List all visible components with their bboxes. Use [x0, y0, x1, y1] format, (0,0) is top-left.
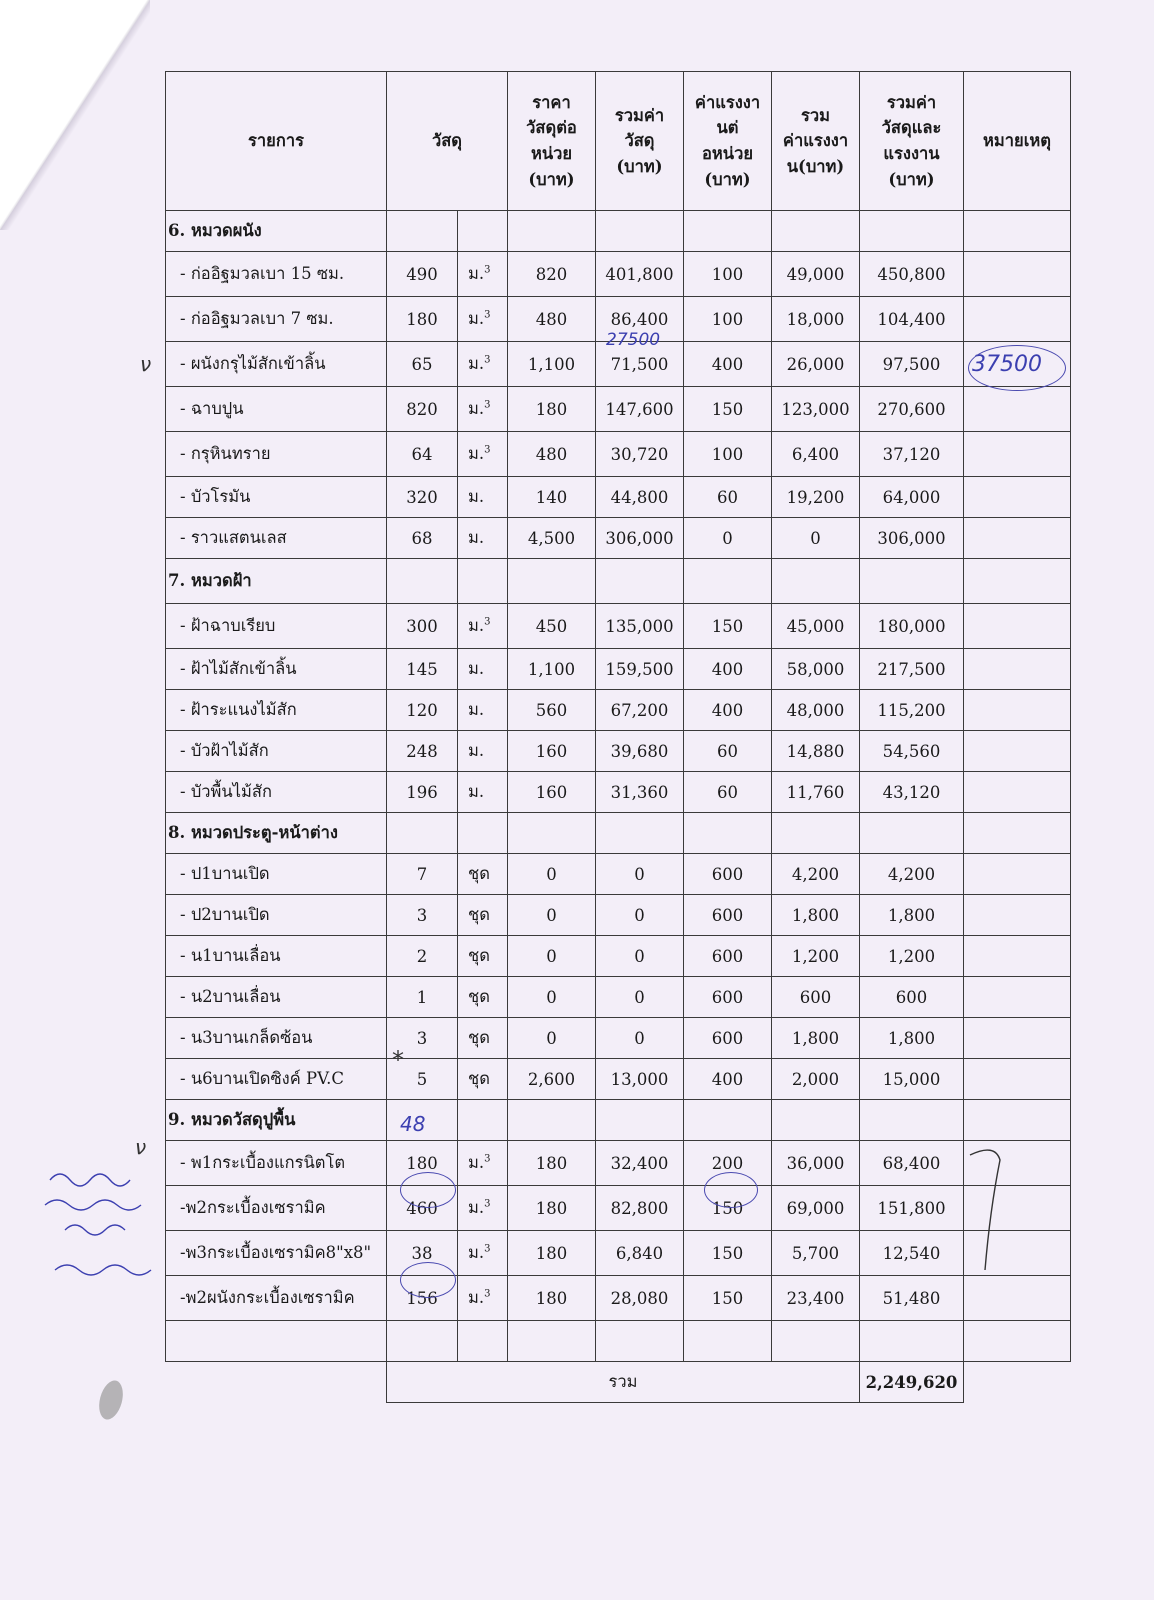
unit-price: 0 — [508, 1018, 596, 1059]
unit: ชุด — [458, 1018, 508, 1059]
material-total: 86,400 — [596, 297, 684, 342]
item-row — [166, 432, 1071, 477]
unit: ม.$^3$ — [458, 1141, 508, 1186]
handwritten-note-48: 48 — [400, 1112, 426, 1136]
labor-total: 6,400 — [772, 432, 860, 477]
quantity: 248 — [387, 731, 458, 772]
labor-total: 600 — [772, 977, 860, 1018]
quantity: 180 — [387, 1141, 458, 1186]
labor-unit: 600 — [684, 854, 772, 895]
unit: ม.$^3$ — [458, 1186, 508, 1231]
unit: ม. — [458, 518, 508, 559]
unit-price: 560 — [508, 690, 596, 731]
remark-cell — [964, 252, 1071, 297]
remark-cell — [964, 731, 1071, 772]
quantity: 320 — [387, 477, 458, 518]
unit-price: 160 — [508, 772, 596, 813]
unit-price: 820 — [508, 252, 596, 297]
item-row — [166, 1059, 1071, 1100]
grand-total: 115,200 — [860, 690, 964, 731]
remark-cell — [964, 649, 1071, 690]
handwritten-margin-scribble — [40, 1160, 180, 1300]
ink-circle-remark — [968, 345, 1066, 391]
cubic-superscript: 3 — [484, 1243, 491, 1255]
unit: ม.$^3$ — [458, 1231, 508, 1276]
item-row — [166, 1276, 1071, 1321]
ink-circle-150 — [704, 1172, 758, 1208]
material-total: 32,400 — [596, 1141, 684, 1186]
labor-total: 45,000 — [772, 604, 860, 649]
unit: ม.$^3$ — [458, 1276, 508, 1321]
grand-total: 4,200 — [860, 854, 964, 895]
labor-total: 23,400 — [772, 1276, 860, 1321]
quantity: 65 — [387, 342, 458, 387]
grand-total: 37,120 — [860, 432, 964, 477]
material-total: 135,000 — [596, 604, 684, 649]
cubic-superscript: 3 — [484, 616, 491, 628]
labor-unit: 100 — [684, 297, 772, 342]
unit: ม.$^3$ — [458, 342, 508, 387]
material-total: 306,000 — [596, 518, 684, 559]
labor-unit: 60 — [684, 731, 772, 772]
handwritten-mark-x: * — [392, 1046, 404, 1074]
grand-total: 54,560 — [860, 731, 964, 772]
remark-cell — [964, 387, 1071, 432]
cubic-superscript: 3 — [484, 1153, 491, 1165]
category-row — [166, 813, 1071, 854]
item-name: - ฝ้าไม้สักเข้าลิ้น — [166, 649, 387, 690]
handwritten-mark-v1: ν — [140, 352, 152, 376]
blank-row — [166, 1321, 1071, 1362]
total-label: รวม — [387, 1362, 860, 1403]
item-name: - ป1บานเปิด — [166, 854, 387, 895]
item-row — [166, 477, 1071, 518]
labor-total: 48,000 — [772, 690, 860, 731]
material-total: 39,680 — [596, 731, 684, 772]
item-name: - กรุหินทราย — [166, 432, 387, 477]
grand-total: 68,400 — [860, 1141, 964, 1186]
item-row — [166, 731, 1071, 772]
category-row — [166, 211, 1071, 252]
cubic-superscript: 3 — [484, 444, 491, 456]
item-name: - ราวแสตนเลส — [166, 518, 387, 559]
item-name: - พ1กระเบื้องแกรนิตโต — [166, 1141, 387, 1186]
remark-cell — [964, 854, 1071, 895]
unit: ม. — [458, 731, 508, 772]
labor-unit: 150 — [684, 1231, 772, 1276]
quantity: 7 — [387, 854, 458, 895]
remark-cell — [964, 690, 1071, 731]
material-total: 159,500 — [596, 649, 684, 690]
item-row — [166, 1186, 1071, 1231]
unit: ม.$^3$ — [458, 432, 508, 477]
unit-price: 2,600 — [508, 1059, 596, 1100]
labor-total: 123,000 — [772, 387, 860, 432]
material-total: 0 — [596, 895, 684, 936]
labor-total: 14,880 — [772, 731, 860, 772]
material-total: 31,360 — [596, 772, 684, 813]
header-remark: หมายเหตุ — [964, 72, 1071, 211]
labor-total: 58,000 — [772, 649, 860, 690]
labor-total: 36,000 — [772, 1141, 860, 1186]
labor-total: 1,200 — [772, 936, 860, 977]
unit: ม. — [458, 772, 508, 813]
grand-total: 600 — [860, 977, 964, 1018]
material-total: 71,500 — [596, 342, 684, 387]
item-name: -พ2ผนังกระเบื้องเซรามิค — [166, 1276, 387, 1321]
material-total: 28,080 — [596, 1276, 684, 1321]
remark-cell — [964, 297, 1071, 342]
material-total: 44,800 — [596, 477, 684, 518]
item-row — [166, 649, 1071, 690]
labor-unit: 200 — [684, 1141, 772, 1186]
remark-cell — [964, 1018, 1071, 1059]
unit-price: 0 — [508, 936, 596, 977]
unit: ม.$^3$ — [458, 297, 508, 342]
item-row — [166, 936, 1071, 977]
labor-unit: 150 — [684, 1186, 772, 1231]
item-row — [166, 690, 1071, 731]
grand-total: 43,120 — [860, 772, 964, 813]
fold-shadow — [0, 0, 150, 230]
cubic-superscript: 3 — [484, 1288, 491, 1300]
remark-cell — [964, 604, 1071, 649]
quantity: 64 — [387, 432, 458, 477]
unit-price: 180 — [508, 387, 596, 432]
unit-price: 180 — [508, 1141, 596, 1186]
unit-price: 0 — [508, 977, 596, 1018]
grand-total: 12,540 — [860, 1231, 964, 1276]
unit-price: 160 — [508, 731, 596, 772]
grand-total: 15,000 — [860, 1059, 964, 1100]
remark-cell — [964, 977, 1071, 1018]
item-name: - น2บานเลื่อน — [166, 977, 387, 1018]
header-item: รายการ — [166, 72, 387, 211]
cubic-superscript: 3 — [484, 309, 491, 321]
unit: ม. — [458, 649, 508, 690]
unit: ม. — [458, 690, 508, 731]
item-name: -พ3กระเบื้องเซรามิค8"x8" — [166, 1231, 387, 1276]
item-name: - น1บานเลื่อน — [166, 936, 387, 977]
cubic-superscript: 3 — [484, 1198, 491, 1210]
item-row — [166, 252, 1071, 297]
item-name: - ฝ้าฉาบเรียบ — [166, 604, 387, 649]
labor-unit: 150 — [684, 604, 772, 649]
labor-total: 2,000 — [772, 1059, 860, 1100]
unit: ชุด — [458, 895, 508, 936]
remark-cell — [964, 432, 1071, 477]
grand-total: 1,200 — [860, 936, 964, 977]
labor-unit: 100 — [684, 252, 772, 297]
labor-unit: 600 — [684, 936, 772, 977]
handwritten-mark-v2: ν — [135, 1135, 147, 1159]
unit: ม.$^3$ — [458, 604, 508, 649]
item-row — [166, 1231, 1071, 1276]
header-material: วัสดุ — [387, 72, 508, 211]
header-grand-total: รวมค่า วัสดุและ แรงงาน (บาท) — [860, 72, 964, 211]
item-row — [166, 518, 1071, 559]
category-label: 7. หมวดฝ้า — [166, 559, 387, 604]
quantity: 490 — [387, 252, 458, 297]
unit-price: 480 — [508, 432, 596, 477]
labor-total: 18,000 — [772, 297, 860, 342]
labor-unit: 0 — [684, 518, 772, 559]
material-total: 401,800 — [596, 252, 684, 297]
item-name: - ก่ออิฐมวลเบา 15 ซม. — [166, 252, 387, 297]
labor-unit: 150 — [684, 387, 772, 432]
quantity: 3 — [387, 895, 458, 936]
item-row — [166, 387, 1071, 432]
material-total: 0 — [596, 854, 684, 895]
material-total: 30,720 — [596, 432, 684, 477]
grand-total: 306,000 — [860, 518, 964, 559]
remark-cell — [964, 477, 1071, 518]
category-row — [166, 1100, 1071, 1141]
total-row — [166, 1362, 1071, 1403]
remark-cell — [964, 895, 1071, 936]
item-row — [166, 977, 1071, 1018]
unit-price: 1,100 — [508, 342, 596, 387]
quantity: 300 — [387, 604, 458, 649]
unit-price: 0 — [508, 854, 596, 895]
grand-total: 64,000 — [860, 477, 964, 518]
unit-price: 180 — [508, 1231, 596, 1276]
unit: ชุด — [458, 854, 508, 895]
labor-unit: 600 — [684, 1018, 772, 1059]
labor-unit: 600 — [684, 895, 772, 936]
unit: ม.$^3$ — [458, 252, 508, 297]
unit-price: 480 — [508, 297, 596, 342]
header-unit-price: ราคา วัสดุต่อ หน่วย (บาท) — [508, 72, 596, 211]
labor-unit: 400 — [684, 1059, 772, 1100]
labor-total: 49,000 — [772, 252, 860, 297]
material-total: 13,000 — [596, 1059, 684, 1100]
item-name: - บัวฝ้าไม้สัก — [166, 731, 387, 772]
labor-unit: 60 — [684, 772, 772, 813]
item-name: - บัวโรมัน — [166, 477, 387, 518]
grand-total: 450,800 — [860, 252, 964, 297]
remark-cell — [964, 772, 1071, 813]
item-row — [166, 1141, 1071, 1186]
quantity: 3 — [387, 1018, 458, 1059]
grand-total: 1,800 — [860, 1018, 964, 1059]
header-material-total: รวมค่า วัสดุ (บาท) — [596, 72, 684, 211]
item-row — [166, 604, 1071, 649]
item-name: - ฉาบปูน — [166, 387, 387, 432]
unit-price: 1,100 — [508, 649, 596, 690]
grand-total: 180,000 — [860, 604, 964, 649]
quantity: 196 — [387, 772, 458, 813]
quantity: 68 — [387, 518, 458, 559]
labor-total: 19,200 — [772, 477, 860, 518]
item-row — [166, 854, 1071, 895]
material-total: 0 — [596, 977, 684, 1018]
header-labor-unit: ค่าแรงงา นต่ อหน่วย (บาท) — [684, 72, 772, 211]
ink-smudge — [95, 1378, 127, 1422]
quantity: 156 — [387, 1276, 458, 1321]
remark-cell — [964, 1059, 1071, 1100]
unit: ชุด — [458, 977, 508, 1018]
quantity: 120 — [387, 690, 458, 731]
labor-total: 4,200 — [772, 854, 860, 895]
quantity: 38 — [387, 1231, 458, 1276]
category-label: 9. หมวดวัสดุปูพื้น — [166, 1100, 387, 1141]
unit-price: 450 — [508, 604, 596, 649]
labor-unit: 100 — [684, 432, 772, 477]
category-label: 6. หมวดผนัง — [166, 211, 387, 252]
total-amount: 2,249,620 — [860, 1362, 964, 1403]
unit-price: 0 — [508, 895, 596, 936]
labor-total: 69,000 — [772, 1186, 860, 1231]
labor-total: 1,800 — [772, 895, 860, 936]
material-total: 6,840 — [596, 1231, 684, 1276]
item-name: - บัวพื้นไม้สัก — [166, 772, 387, 813]
item-row — [166, 772, 1071, 813]
labor-unit: 600 — [684, 977, 772, 1018]
quantity: 145 — [387, 649, 458, 690]
labor-total: 5,700 — [772, 1231, 860, 1276]
grand-total: 1,800 — [860, 895, 964, 936]
quantity: 1 — [387, 977, 458, 1018]
unit-price: 180 — [508, 1276, 596, 1321]
handwritten-note-27500: 27500 — [606, 330, 661, 350]
item-name: - น6บานเปิดซิงค์ PV.C — [166, 1059, 387, 1100]
quantity: 2 — [387, 936, 458, 977]
cubic-superscript: 3 — [484, 354, 491, 366]
unit: ม. — [458, 477, 508, 518]
category-label: 8. หมวดประตู-หน้าต่าง — [166, 813, 387, 854]
material-total: 67,200 — [596, 690, 684, 731]
unit-price: 140 — [508, 477, 596, 518]
grand-total: 51,480 — [860, 1276, 964, 1321]
labor-unit: 150 — [684, 1276, 772, 1321]
labor-unit: 400 — [684, 649, 772, 690]
item-name: - น3บานเกล็ดซ้อน — [166, 1018, 387, 1059]
bill-of-quantities-table — [165, 71, 1071, 1403]
labor-unit: 60 — [684, 477, 772, 518]
material-total: 0 — [596, 1018, 684, 1059]
unit-price: 180 — [508, 1186, 596, 1231]
unit: ม.$^3$ — [458, 387, 508, 432]
handwritten-bracket — [965, 1140, 1005, 1290]
remark-cell — [964, 936, 1071, 977]
item-name: - ป2บานเปิด — [166, 895, 387, 936]
labor-total: 1,800 — [772, 1018, 860, 1059]
item-row — [166, 895, 1071, 936]
grand-total: 151,800 — [860, 1186, 964, 1231]
material-total: 82,800 — [596, 1186, 684, 1231]
ink-circle-460 — [400, 1172, 456, 1208]
unit: ชุด — [458, 1059, 508, 1100]
cubic-superscript: 3 — [484, 399, 491, 411]
unit: ชุด — [458, 936, 508, 977]
item-name: - ก่ออิฐมวลเบา 7 ซม. — [166, 297, 387, 342]
quantity: 820 — [387, 387, 458, 432]
grand-total: 97,500 — [860, 342, 964, 387]
grand-total: 270,600 — [860, 387, 964, 432]
quantity: 180 — [387, 297, 458, 342]
category-row — [166, 559, 1071, 604]
grand-total: 104,400 — [860, 297, 964, 342]
labor-total: 0 — [772, 518, 860, 559]
item-row — [166, 1018, 1071, 1059]
remark-cell — [964, 518, 1071, 559]
labor-unit: 400 — [684, 690, 772, 731]
header-labor-total: รวม ค่าแรงงา น(บาท) — [772, 72, 860, 211]
labor-total: 26,000 — [772, 342, 860, 387]
quantity: 460 — [387, 1186, 458, 1231]
material-total: 0 — [596, 936, 684, 977]
item-name: -พ2กระเบื้องเซรามิค — [166, 1186, 387, 1231]
quantity: 5 — [387, 1059, 458, 1100]
labor-unit: 400 — [684, 342, 772, 387]
item-name: - ฝ้าระแนงไม้สัก — [166, 690, 387, 731]
cubic-superscript: 3 — [484, 264, 491, 276]
material-total: 147,600 — [596, 387, 684, 432]
handwritten-note-37500: 37500 — [972, 352, 1042, 377]
item-name: - ผนังกรุไม้สักเข้าลิ้น — [166, 342, 387, 387]
ink-circle-156 — [400, 1262, 456, 1298]
grand-total: 217,500 — [860, 649, 964, 690]
unit-price: 4,500 — [508, 518, 596, 559]
labor-total: 11,760 — [772, 772, 860, 813]
